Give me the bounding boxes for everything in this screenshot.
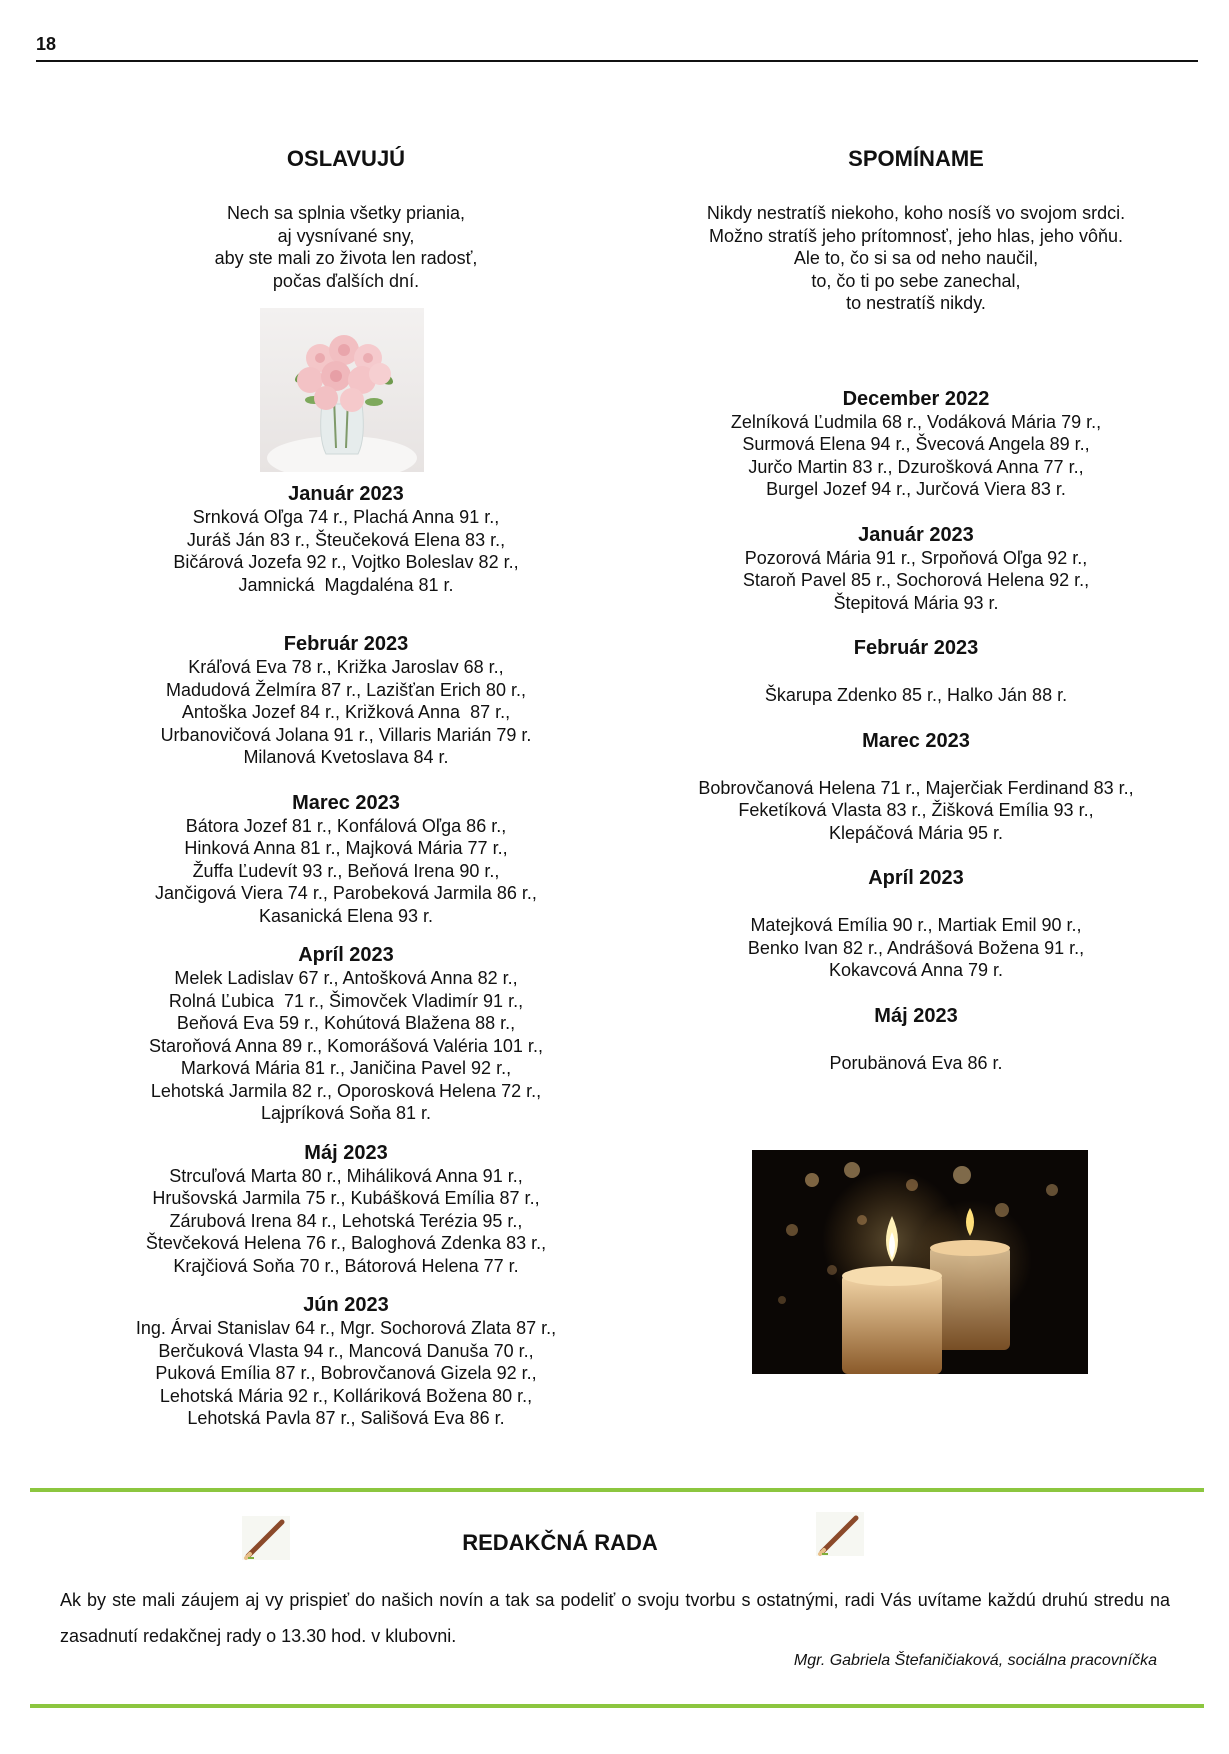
entry-line: Jančigová Viera 74 r., Parobeková Jarmila 86 r., [155, 883, 537, 903]
month-section [656, 523, 1176, 615]
month-title: Február 2023 [283, 633, 409, 655]
signature: Mgr. Gabriela Štefaničiaková, sociálna pracovníčka [793, 1652, 1157, 1669]
remembering-title: SPOMÍNAME [848, 146, 984, 171]
entry-line: Juráš Ján 83 r., Šteučeková Elena 83 r., [186, 529, 506, 550]
month-section [96, 482, 596, 596]
entry-line: Lehotská Pavla 87 r., Sališová Eva 86 r. [187, 1408, 505, 1428]
green-divider-top [30, 1488, 1204, 1492]
entry-line: Klepáčová Mária 95 r. [828, 822, 1004, 843]
month-section [656, 1004, 1176, 1075]
entry-line: Lehotská Jarmila 82 r., Oporosková Helena 72 r., [150, 1080, 542, 1101]
remembering-column [656, 146, 1176, 1074]
month-section [656, 866, 1176, 982]
top-rule [36, 60, 1198, 62]
entry-line: Burgel Jozef 94 r., Jurčová Viera 83 r. [766, 479, 1066, 499]
entry-line: Žuffa Ľudevít 93 r., Beňová Irena 90 r., [192, 860, 500, 881]
month-title: Apríl 2023 [868, 867, 964, 889]
roses-photo [260, 308, 424, 472]
remembering-poem [656, 202, 1176, 315]
poem-line: Ale to, čo si sa od neho naučil, [793, 248, 1039, 268]
month-title: Marec 2023 [292, 791, 400, 814]
month-section [96, 1293, 596, 1430]
entry-line: Madudová Želmíra 87 r., Lazišťan Erich 80 r., [166, 679, 526, 700]
entry-line: Hinková Anna 81 r., Majková Mária 77 r., [184, 838, 508, 858]
celebrating-poem [96, 202, 596, 292]
month-section [656, 636, 1176, 707]
entry-line: Lehotská Mária 92 r., Kolláriková Božena 80 r., [159, 1385, 533, 1406]
entry-line: Jamnická Magdaléna 81 r. [238, 574, 454, 595]
month-section [656, 387, 1176, 501]
poem-line: Nikdy nestratíš niekoho, koho nosíš vo svojom srdci. [706, 203, 1126, 223]
roses-illustration [260, 308, 424, 472]
entry-line: Bobrovčanová Helena 71 r., Majerčiak Ferdinand 83 r., [698, 777, 1134, 798]
poem-line: aby ste mali zo života len radosť, [214, 248, 478, 268]
entry-line: Štepitová Mária 93 r. [833, 592, 999, 613]
page-number: 18 [36, 34, 57, 54]
entry-line: Škarupa Zdenko 85 r., Halko Ján 88 r. [764, 685, 1068, 705]
month-section [96, 1141, 596, 1278]
editorial-board-title: REDAKČNÁ RADA [462, 1530, 658, 1555]
entry-line: Rolná Ľubica 71 r., Šimovček Vladimír 91 r., [168, 990, 524, 1011]
green-divider-bottom [30, 1704, 1204, 1708]
entry-line: Jurčo Martin 83 r., Dzurošková Anna 77 r., [748, 456, 1084, 477]
entry-line: Zárubová Irena 84 r., Lehotská Terézia 95 r., [169, 1210, 523, 1231]
entry-line: Lajpríková Soňa 81 r. [260, 1103, 432, 1123]
entry-line: Hrušovská Jarmila 75 r., Kubášková Emília 87 r., [152, 1188, 540, 1208]
entry-line: Zelníková Ľudmila 68 r., Vodáková Mária 79 r., [730, 411, 1102, 432]
entry-line: Milanová Kvetoslava 84 r. [243, 747, 449, 767]
entry-line: Melek Ladislav 67 r., Antošková Anna 82 r., [174, 968, 518, 988]
month-section [656, 729, 1176, 845]
entry-line: Bičárová Jozefa 92 r., Vojtko Boleslav 82 r., [173, 552, 519, 572]
celebrating-title: OSLAVUJÚ [286, 146, 406, 171]
entry-line: Strcuľová Marta 80 r., Miháliková Anna 91 r., [169, 1165, 523, 1186]
entry-line: Krajčiová Soňa 70 r., Bátorová Helena 77 r. [173, 1255, 519, 1276]
poem-line: aj vysnívané sny, [277, 225, 415, 246]
month-title: Máj 2023 [304, 1141, 388, 1164]
entry-line: Urbanovičová Jolana 91 r., Villaris Marián 79 r. [160, 724, 532, 745]
entry-line: Staroňová Anna 89 r., Komorášová Valéria 101 r., [149, 1035, 543, 1056]
month-section [96, 943, 596, 1125]
entry-line: Marková Mária 81 r., Janičina Pavel 92 r., [180, 1058, 512, 1078]
month-section [96, 791, 596, 928]
month-title: Máj 2023 [874, 1004, 958, 1027]
entry-line: Matejková Emília 90 r., Martiak Emil 90 r., [750, 915, 1082, 935]
entry-line: Števčeková Helena 76 r., Baloghová Zdenka 83 r., [145, 1233, 547, 1253]
entry-line: Antoška Jozef 84 r., Križková Anna 87 r., [181, 702, 511, 722]
entry-line: Porubänová Eva 86 r. [829, 1052, 1003, 1073]
entry-line: Staroň Pavel 85 r., Sochorová Helena 92 r., [742, 570, 1090, 590]
entry-line: Kasanická Elena 93 r. [258, 905, 434, 926]
poem-line: to nestratíš nikdy. [846, 293, 986, 313]
month-title: Január 2023 [858, 523, 974, 546]
poem-line: Možno stratíš jeho prítomnosť, jeho hlas, jeho vôňu. [709, 225, 1123, 246]
month-title: Marec 2023 [862, 729, 970, 752]
poem-line: Nech sa splnia všetky priania, [226, 203, 466, 223]
entry-line: Bátora Jozef 81 r., Konfálová Oľga 86 r., [185, 815, 507, 836]
month-title: Január 2023 [288, 483, 404, 505]
pencil-icon [236, 1510, 296, 1566]
poem-line: to, čo ti po sebe zanechal, [811, 270, 1021, 291]
entry-line: Srnková Oľga 74 r., Plachá Anna 91 r., [192, 507, 500, 527]
month-title: Február 2023 [853, 637, 979, 659]
entry-line: Puková Emília 87 r., Bobrovčanová Gizela 92 r., [155, 1363, 537, 1383]
entry-line: Kokavcová Anna 79 r. [828, 960, 1004, 980]
entry-line: Surmová Elena 94 r., Švecová Angela 89 r., [742, 434, 1090, 454]
entry-line: Feketíková Vlasta 83 r., Žišková Emília 93 r., [738, 800, 1094, 820]
entry-line: Beňová Eva 59 r., Kohútová Blažena 88 r., [176, 1013, 516, 1033]
pencil-icon [810, 1506, 870, 1562]
candles-illustration [752, 1150, 1088, 1374]
candles-photo [752, 1150, 1088, 1374]
month-section [96, 632, 596, 769]
entry-line: Pozorová Mária 91 r., Srpoňová Oľga 92 r., [744, 547, 1088, 568]
entry-line: Berčuková Vlasta 94 r., Mancová Danuša 70 r., [158, 1340, 534, 1361]
editorial-board-text: Ak by ste mali záujem aj vy prispieť do našich novín a tak sa podeliť o svoju tvorbu s ostatnými, radi Vás uvítame každú druhú stredu na zasadnutí redakčnej rady o 13.30 hod. v klubovni. [60, 1590, 1170, 1646]
month-title: Jún 2023 [303, 1294, 389, 1316]
entry-line: Ing. Árvai Stanislav 64 r., Mgr. Sochorová Zlata 87 r., [135, 1318, 557, 1338]
poem-line: počas ďalších dní. [272, 270, 420, 291]
month-title: December 2022 [842, 387, 990, 410]
entry-line: Benko Ivan 82 r., Andrášová Božena 91 r., [747, 937, 1085, 958]
month-title: Apríl 2023 [298, 944, 394, 966]
entry-line: Kráľová Eva 78 r., Križka Jaroslav 68 r., [188, 657, 504, 677]
